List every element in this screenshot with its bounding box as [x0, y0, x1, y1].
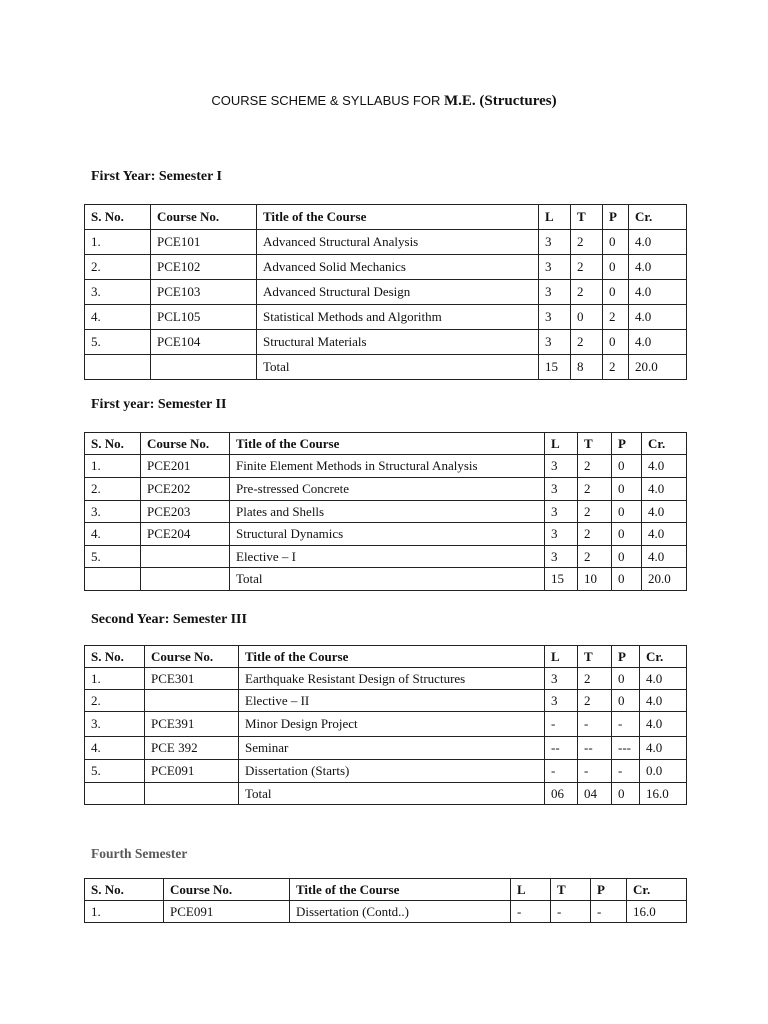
- table-row: [85, 712, 687, 737]
- header-course-title: Title of the Course: [230, 433, 545, 455]
- semester-1-heading: First Year: Semester I: [91, 169, 223, 184]
- cell-course-title: Elective – II: [239, 690, 545, 712]
- table-header-row: [85, 646, 687, 668]
- cell-practicals: 0: [612, 455, 642, 478]
- cell-credits: 4.0: [640, 737, 687, 760]
- cell-tutorials: 2: [571, 280, 603, 305]
- cell-practicals: 0: [612, 546, 642, 568]
- cell-credits: 4.0: [629, 305, 687, 330]
- table-row: [85, 523, 687, 546]
- cell-lectures: -: [511, 901, 551, 923]
- cell-credits: 4.0: [640, 712, 687, 737]
- cell-lectures: 3: [545, 546, 578, 568]
- cell-tutorials: -: [578, 760, 612, 783]
- total-row: [85, 355, 687, 380]
- table-row: [85, 901, 687, 923]
- cell-tutorials: 8: [571, 355, 603, 380]
- table-row: [85, 305, 687, 330]
- cell-course-title: Plates and Shells: [230, 501, 545, 523]
- title-prefix: COURSE SCHEME & SYLLABUS FOR: [211, 93, 441, 108]
- cell-tutorials: 2: [571, 255, 603, 280]
- cell-credits: 4.0: [642, 455, 687, 478]
- header-course-title: Title of the Course: [290, 879, 511, 901]
- cell-practicals: -: [591, 901, 627, 923]
- cell-course-no: PCE102: [151, 255, 257, 280]
- header-sno: S. No.: [85, 205, 151, 230]
- header-credits: Cr.: [629, 205, 687, 230]
- header-lectures: L: [545, 646, 578, 668]
- cell-course-title: Structural Materials: [257, 330, 539, 355]
- cell-sno: 5.: [85, 546, 141, 568]
- cell-lectures: --: [545, 737, 578, 760]
- cell-course-no: PCE103: [151, 280, 257, 305]
- header-credits: Cr.: [640, 646, 687, 668]
- cell-course-title: Structural Dynamics: [230, 523, 545, 546]
- cell-sno: 4.: [85, 305, 151, 330]
- cell-lectures: 3: [539, 305, 571, 330]
- cell-tutorials: 2: [571, 230, 603, 255]
- cell-sno: 1.: [85, 901, 164, 923]
- cell-credits: 4.0: [642, 501, 687, 523]
- cell-course-no: PCL105: [151, 305, 257, 330]
- cell-lectures: 3: [545, 523, 578, 546]
- table-row: [85, 230, 687, 255]
- cell-tutorials: -: [578, 712, 612, 737]
- table-row: [85, 690, 687, 712]
- cell-course-no: PCE201: [141, 455, 230, 478]
- table-header-row: [85, 433, 687, 455]
- cell-lectures: 3: [539, 330, 571, 355]
- cell-course-no: [141, 546, 230, 568]
- cell-lectures: 3: [539, 280, 571, 305]
- cell-course-title: Elective – I: [230, 546, 545, 568]
- header-sno: S. No.: [85, 433, 141, 455]
- cell-sno: 1.: [85, 668, 145, 690]
- cell-sno: 5.: [85, 330, 151, 355]
- header-tutorials: T: [571, 205, 603, 230]
- semester-2-heading: First year: Semester II: [91, 397, 227, 412]
- cell-practicals: ---: [612, 737, 640, 760]
- cell-practicals: 0: [612, 501, 642, 523]
- header-course-title: Title of the Course: [257, 205, 539, 230]
- cell-course-no: [151, 355, 257, 380]
- cell-course-no: PCE 392: [145, 737, 239, 760]
- cell-credits: 4.0: [629, 280, 687, 305]
- cell-practicals: 0: [603, 330, 629, 355]
- header-tutorials: T: [551, 879, 591, 901]
- cell-sno: 2.: [85, 690, 145, 712]
- cell-practicals: 0: [612, 668, 640, 690]
- cell-lectures: 15: [539, 355, 571, 380]
- header-tutorials: T: [578, 646, 612, 668]
- table-row: [85, 280, 687, 305]
- cell-lectures: 15: [545, 568, 578, 591]
- table-header-row: [85, 205, 687, 230]
- semester-3-table: [84, 645, 687, 805]
- cell-sno: 1.: [85, 230, 151, 255]
- cell-practicals: 0: [612, 568, 642, 591]
- cell-sno: 5.: [85, 760, 145, 783]
- cell-lectures: -: [545, 760, 578, 783]
- table-row: [85, 255, 687, 280]
- total-row: [85, 568, 687, 591]
- cell-course-no: PCE301: [145, 668, 239, 690]
- header-sno: S. No.: [85, 646, 145, 668]
- cell-practicals: 2: [603, 305, 629, 330]
- cell-lectures: 3: [539, 230, 571, 255]
- header-course-no: Course No.: [145, 646, 239, 668]
- cell-lectures: 3: [545, 690, 578, 712]
- header-credits: Cr.: [642, 433, 687, 455]
- cell-course-no: PCE202: [141, 478, 230, 501]
- cell-course-title: Pre-stressed Concrete: [230, 478, 545, 501]
- cell-credits: 4.0: [629, 230, 687, 255]
- cell-tutorials: 2: [578, 501, 612, 523]
- header-course-no: Course No.: [151, 205, 257, 230]
- cell-credits: 4.0: [640, 668, 687, 690]
- title-main: M.E. (Structures): [444, 93, 557, 109]
- cell-credits: 4.0: [642, 523, 687, 546]
- cell-sno: 4.: [85, 737, 145, 760]
- table-row: [85, 760, 687, 783]
- cell-practicals: 0: [612, 478, 642, 501]
- cell-course-title: Minor Design Project: [239, 712, 545, 737]
- cell-lectures: 3: [545, 478, 578, 501]
- cell-course-no: PCE091: [164, 901, 290, 923]
- cell-tutorials: 2: [578, 546, 612, 568]
- cell-course-no: PCE091: [145, 760, 239, 783]
- table-row: [85, 546, 687, 568]
- cell-tutorials: 10: [578, 568, 612, 591]
- table-row: [85, 330, 687, 355]
- cell-credits: 4.0: [642, 546, 687, 568]
- header-practicals: P: [612, 433, 642, 455]
- header-course-no: Course No.: [164, 879, 290, 901]
- cell-practicals: 0: [603, 230, 629, 255]
- header-course-title: Title of the Course: [239, 646, 545, 668]
- table-row: [85, 455, 687, 478]
- table-row: [85, 668, 687, 690]
- cell-course-no: PCE204: [141, 523, 230, 546]
- header-sno: S. No.: [85, 879, 164, 901]
- cell-sno: 4.: [85, 523, 141, 546]
- table-row: [85, 737, 687, 760]
- header-tutorials: T: [578, 433, 612, 455]
- cell-course-no: PCE101: [151, 230, 257, 255]
- cell-course-no: [145, 690, 239, 712]
- cell-course-title: Statistical Methods and Algorithm: [257, 305, 539, 330]
- header-lectures: L: [545, 433, 578, 455]
- cell-practicals: 2: [603, 355, 629, 380]
- semester-3-heading: Second Year: Semester III: [91, 612, 247, 627]
- cell-lectures: -: [545, 712, 578, 737]
- cell-practicals: 0: [612, 523, 642, 546]
- cell-sno: 3.: [85, 280, 151, 305]
- cell-tutorials: --: [578, 737, 612, 760]
- semester-4-table: [84, 878, 687, 923]
- semester-4-heading: Fourth Semester: [91, 846, 188, 861]
- cell-sno: 2.: [85, 255, 151, 280]
- cell-credits: 16.0: [640, 783, 687, 805]
- cell-tutorials: 2: [578, 455, 612, 478]
- semester-1-table: [84, 204, 687, 380]
- cell-credits: 0.0: [640, 760, 687, 783]
- cell-lectures: 3: [545, 668, 578, 690]
- cell-tutorials: 04: [578, 783, 612, 805]
- table-row: [85, 478, 687, 501]
- cell-course-title: Earthquake Resistant Design of Structures: [239, 668, 545, 690]
- cell-sno: 1.: [85, 455, 141, 478]
- cell-course-title: Finite Element Methods in Structural Analysis: [230, 455, 545, 478]
- cell-course-title: Total: [257, 355, 539, 380]
- table-header-row: [85, 879, 687, 901]
- cell-credits: 4.0: [642, 478, 687, 501]
- semester-2-table: [84, 432, 687, 591]
- cell-course-no: PCE104: [151, 330, 257, 355]
- cell-tutorials: 2: [578, 523, 612, 546]
- cell-credits: 16.0: [627, 901, 687, 923]
- total-row: [85, 783, 687, 805]
- cell-credits: 20.0: [642, 568, 687, 591]
- cell-practicals: 0: [603, 280, 629, 305]
- cell-practicals: 0: [603, 255, 629, 280]
- cell-credits: 20.0: [629, 355, 687, 380]
- cell-practicals: 0: [612, 783, 640, 805]
- header-lectures: L: [511, 879, 551, 901]
- cell-tutorials: 2: [578, 478, 612, 501]
- cell-course-title: Dissertation (Contd..): [290, 901, 511, 923]
- cell-credits: 4.0: [629, 330, 687, 355]
- cell-tutorials: 0: [571, 305, 603, 330]
- cell-tutorials: -: [551, 901, 591, 923]
- cell-lectures: 06: [545, 783, 578, 805]
- cell-tutorials: 2: [578, 690, 612, 712]
- cell-tutorials: 2: [571, 330, 603, 355]
- cell-course-title: Advanced Structural Design: [257, 280, 539, 305]
- cell-lectures: 3: [545, 455, 578, 478]
- table-row: [85, 501, 687, 523]
- cell-practicals: -: [612, 712, 640, 737]
- cell-tutorials: 2: [578, 668, 612, 690]
- cell-practicals: 0: [612, 690, 640, 712]
- cell-course-no: [141, 568, 230, 591]
- cell-course-no: PCE391: [145, 712, 239, 737]
- cell-credits: 4.0: [640, 690, 687, 712]
- cell-course-title: Total: [230, 568, 545, 591]
- header-practicals: P: [603, 205, 629, 230]
- cell-lectures: 3: [539, 255, 571, 280]
- cell-course-no: [145, 783, 239, 805]
- cell-course-title: Advanced Structural Analysis: [257, 230, 539, 255]
- cell-sno: [85, 783, 145, 805]
- cell-sno: 3.: [85, 501, 141, 523]
- document-title: [0, 93, 768, 110]
- cell-course-title: Total: [239, 783, 545, 805]
- cell-lectures: 3: [545, 501, 578, 523]
- cell-sno: 2.: [85, 478, 141, 501]
- cell-credits: 4.0: [629, 255, 687, 280]
- header-credits: Cr.: [627, 879, 687, 901]
- cell-practicals: -: [612, 760, 640, 783]
- header-practicals: P: [591, 879, 627, 901]
- cell-course-title: Seminar: [239, 737, 545, 760]
- cell-course-title: Dissertation (Starts): [239, 760, 545, 783]
- cell-sno: [85, 568, 141, 591]
- cell-course-title: Advanced Solid Mechanics: [257, 255, 539, 280]
- cell-course-no: PCE203: [141, 501, 230, 523]
- cell-sno: [85, 355, 151, 380]
- header-lectures: L: [539, 205, 571, 230]
- header-course-no: Course No.: [141, 433, 230, 455]
- cell-sno: 3.: [85, 712, 145, 737]
- header-practicals: P: [612, 646, 640, 668]
